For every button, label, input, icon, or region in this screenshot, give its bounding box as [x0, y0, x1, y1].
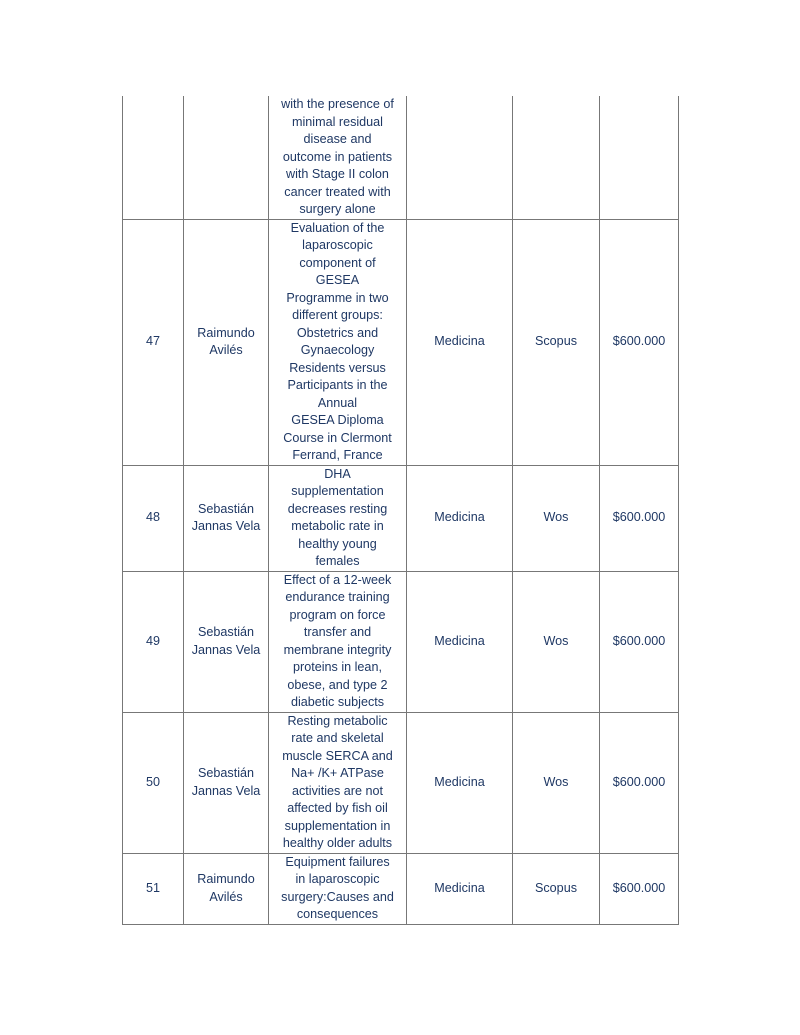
title-line: program on force [289, 607, 386, 622]
title-line: Evaluation of the [290, 220, 385, 235]
author-line: Raimundo [197, 325, 255, 340]
author-line: Avilés [209, 343, 243, 357]
title-line: different groups: [292, 308, 383, 322]
author-line: Raimundo [197, 872, 255, 886]
cell-amount: $600.000 [600, 571, 679, 712]
title-line: GESEA Diploma [291, 413, 384, 427]
title-line: Course in Clermont [283, 430, 392, 445]
title-line: Annual [317, 395, 358, 410]
title-line: Residents versus [289, 360, 386, 375]
cell-index [513, 96, 600, 219]
table-row-continued [123, 96, 679, 219]
cell-area: Medicina [407, 465, 513, 571]
cell-number: 47 [123, 219, 184, 465]
title-line: Equipment failures [285, 854, 390, 869]
cell-number: 51 [123, 853, 184, 924]
author-line: Sebastián [197, 501, 254, 516]
title-line: cancer treated with [284, 184, 391, 199]
cell-author [184, 571, 269, 712]
title-line: supplementation in [284, 818, 391, 833]
title-line: Gynaecology [300, 343, 375, 357]
title-line: Na+ /K+ ATPase [291, 766, 384, 780]
cell-author [184, 219, 269, 465]
title-line: GESEA [315, 273, 360, 287]
publications-table [122, 96, 679, 925]
title-line: Ferrand, France [292, 448, 383, 462]
title-line: decreases resting [287, 501, 388, 516]
cell-area: Medicina [407, 712, 513, 853]
title-line: healthy older adults [282, 836, 393, 850]
title-line: Resting metabolic [287, 713, 388, 728]
cell-title [269, 96, 407, 219]
cell-title [269, 712, 407, 853]
cell-number: 50 [123, 712, 184, 853]
title-line: endurance training [285, 590, 390, 604]
cell-area: Medicina [407, 219, 513, 465]
title-line: surgery alone [299, 202, 376, 216]
title-line: disease and [303, 132, 372, 146]
title-line: laparoscopic [302, 238, 373, 252]
cell-area: Medicina [407, 853, 513, 924]
title-line: healthy young [298, 536, 377, 551]
table-row [123, 219, 679, 465]
title-line: obese, and type 2 [287, 677, 388, 692]
cell-area [407, 96, 513, 219]
title-line: in laparoscopic [295, 872, 380, 886]
cell-number: 48 [123, 465, 184, 571]
cell-title [269, 465, 407, 571]
cell-author [184, 465, 269, 571]
table-row [123, 571, 679, 712]
cell-index: Scopus [513, 853, 600, 924]
cell-index: Wos [513, 571, 600, 712]
cell-number [123, 96, 184, 219]
cell-area: Medicina [407, 571, 513, 712]
cell-amount [600, 96, 679, 219]
cell-index: Wos [513, 465, 600, 571]
title-line: with Stage II colon [286, 167, 389, 181]
title-line: muscle SERCA and [282, 748, 393, 763]
title-line: minimal residual [292, 114, 383, 129]
title-line: females [315, 554, 360, 568]
title-line: transfer and [303, 625, 372, 639]
title-line: Programme in two [286, 290, 389, 305]
title-line: Participants in the [287, 378, 388, 392]
author-line: Jannas Vela [191, 642, 261, 657]
cell-author [184, 712, 269, 853]
author-line: Jannas Vela [191, 783, 261, 798]
author-line: Avilés [209, 889, 243, 904]
author-line: Sebastián [197, 625, 254, 639]
title-line: membrane integrity [283, 642, 392, 657]
cell-amount: $600.000 [600, 219, 679, 465]
cell-title [269, 219, 407, 465]
title-line: diabetic subjects [290, 695, 385, 709]
title-line: Obstetrics and [296, 325, 379, 340]
cell-amount: $600.000 [600, 465, 679, 571]
author-line: Sebastián [197, 766, 254, 780]
cell-index: Scopus [513, 219, 600, 465]
cell-amount: $600.000 [600, 853, 679, 924]
title-line: Effect of a 12-week [283, 572, 392, 587]
title-line: consequences [296, 907, 379, 921]
title-line: outcome in patients [282, 149, 393, 164]
title-line: affected by fish oil [287, 801, 388, 815]
title-line: proteins in lean, [293, 660, 382, 674]
title-line: component of [299, 255, 376, 270]
cell-author [184, 853, 269, 924]
title-line: DHA [324, 466, 351, 481]
title-line: metabolic rate in [291, 519, 384, 533]
title-line: surgery:Causes and [281, 889, 394, 904]
cell-number: 49 [123, 571, 184, 712]
author-line: Jannas Vela [191, 519, 261, 533]
cell-title [269, 571, 407, 712]
table-row [123, 712, 679, 853]
title-line: with the presence of [281, 97, 394, 111]
cell-amount: $600.000 [600, 712, 679, 853]
cell-index: Wos [513, 712, 600, 853]
title-line: supplementation [291, 484, 384, 498]
cell-title [269, 853, 407, 924]
cell-author [184, 96, 269, 219]
title-line: rate and skeletal [291, 731, 384, 745]
title-line: activities are not [292, 783, 383, 798]
table-row [123, 853, 679, 924]
table-row [123, 465, 679, 571]
